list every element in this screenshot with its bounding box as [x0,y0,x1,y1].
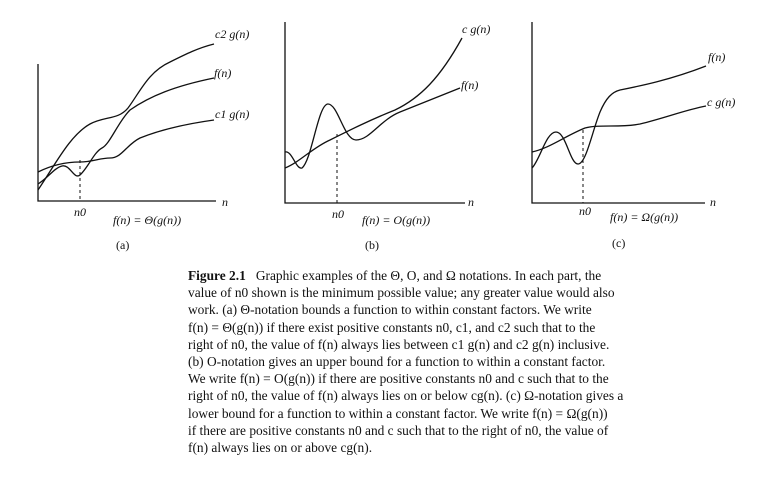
panel-c-label-cg: c g(n) [707,95,736,109]
panel-b-label-f: f(n) [461,78,479,92]
panel-a-n0-label: n0 [74,205,86,219]
panel-c [532,22,735,250]
panel-a-label-c1g: c1 g(n) [215,107,250,121]
caption-line: f(n) always lies on or above cg(n). [188,440,373,456]
figure-caption [188,267,748,456]
panel-b-curve-cg [285,38,462,168]
panel-b-formula: f(n) = O(g(n)) [362,213,431,227]
panel-c-formula: f(n) = Ω(g(n)) [610,210,679,224]
panel-b-n0-label: n0 [332,207,344,221]
panel-c-caption: (c) [612,236,626,250]
caption-line: f(n) = Θ(g(n)) if there exist positive constants n0, c1, and c2 such that to the [188,319,596,335]
caption-line: work. (a) Θ-notation bounds a function to within constant factors. We write [188,302,592,318]
panel-c-label-f: f(n) [708,50,726,64]
panel-a-caption: (a) [116,238,130,252]
caption-line: lower bound for a function to within a constant factor. We write f(n) = Ω(g(n)) [188,405,608,421]
panel-b-label-cg: c g(n) [462,22,491,36]
caption-line: value of n0 shown is the minimum possible value; any greater value would also [188,285,615,301]
panel-c-x-label: n [710,195,716,209]
panel-a [38,27,249,252]
panel-c-n0-label: n0 [579,204,591,218]
panel-a-curve-f [38,78,214,184]
panel-b-caption: (b) [365,238,379,252]
caption-line: if there are positive constants n0 and c such that to the right of n0, the value of [188,422,609,438]
caption-line: (b) O-notation gives an upper bound for a function to within a constant factor. [188,354,606,370]
panel-b-curve-f [285,88,460,168]
caption-line: right of n0, the value of f(n) always lies on or below cg(n). (c) Ω-notation gives a [188,388,624,404]
panel-a-label-c2g: c2 g(n) [215,27,250,41]
caption-line [188,267,748,284]
caption-line: We write f(n) = O(g(n)) if there are positive constants n0 and c such that to the [188,371,609,387]
panel-a-label-f: f(n) [214,66,232,80]
caption-title: Figure 2.1 [188,268,246,283]
panel-b-x-label: n [468,195,474,209]
panel-b-axes [285,22,465,203]
panel-b [285,22,490,252]
panel-a-formula: f(n) = Θ(g(n)) [113,213,182,227]
caption-line: right of n0, the value of f(n) always lies between c1 g(n) and c2 g(n) inclusive. [188,336,610,352]
panel-c-curve-f [532,66,706,168]
panel-a-curve-c2g [38,44,214,190]
panel-c-curve-cg [532,106,706,152]
caption-line-text: Graphic examples of the Θ, O, and Ω notations. In each part, the [255,268,602,283]
panel-a-curve-c1g [38,120,214,172]
panel-a-x-label: n [222,195,228,209]
